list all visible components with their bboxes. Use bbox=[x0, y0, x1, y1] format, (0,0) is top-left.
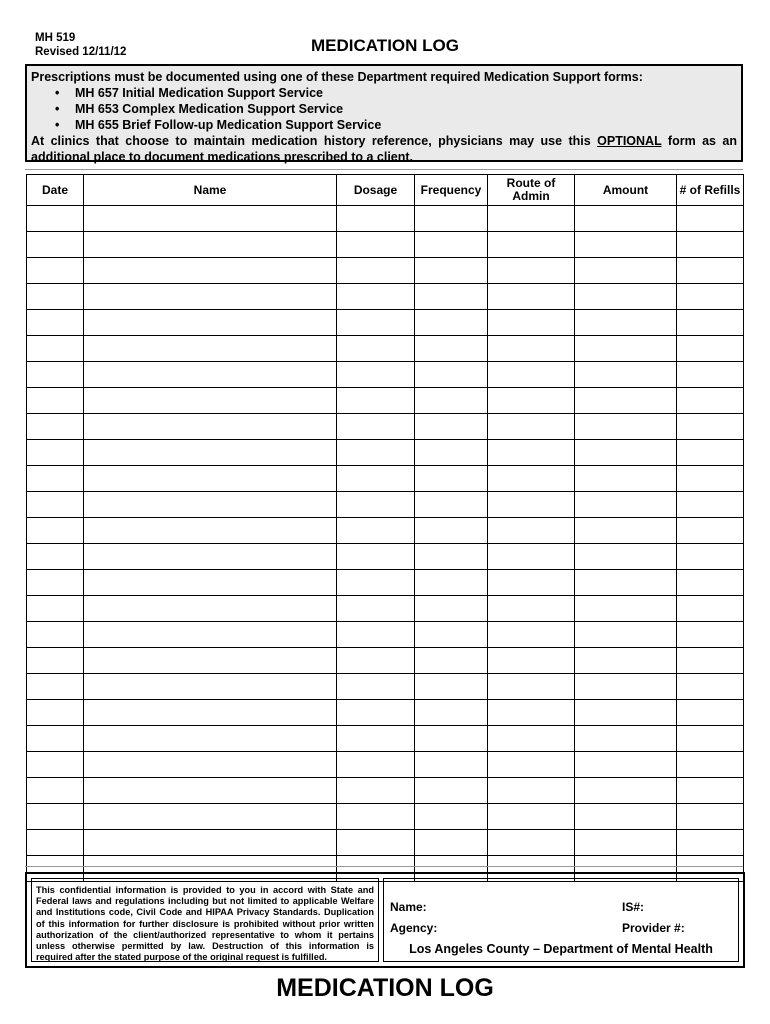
table-cell[interactable] bbox=[677, 284, 744, 310]
table-cell[interactable] bbox=[84, 700, 337, 726]
table-cell[interactable] bbox=[84, 596, 337, 622]
table-cell[interactable] bbox=[575, 674, 677, 700]
table-cell[interactable] bbox=[27, 648, 84, 674]
required-form-item: • MH 657 Initial Medication Support Service bbox=[55, 85, 737, 101]
table-row bbox=[27, 258, 744, 284]
table-cell[interactable] bbox=[677, 570, 744, 596]
table-cell[interactable] bbox=[415, 700, 488, 726]
column-header-route-of-admin: Route of Admin bbox=[488, 175, 575, 206]
table-cell[interactable] bbox=[677, 206, 744, 232]
table-cell[interactable] bbox=[677, 778, 744, 804]
table-row bbox=[27, 466, 744, 492]
table-cell[interactable] bbox=[488, 674, 575, 700]
table-cell[interactable] bbox=[677, 388, 744, 414]
table-cell[interactable] bbox=[488, 544, 575, 570]
table-cell[interactable] bbox=[27, 778, 84, 804]
table-cell[interactable] bbox=[488, 752, 575, 778]
column-header-frequency: Frequency bbox=[415, 175, 488, 206]
table-cell[interactable] bbox=[27, 258, 84, 284]
column-header-dosage: Dosage bbox=[337, 175, 415, 206]
table-cell[interactable] bbox=[27, 362, 84, 388]
table-cell[interactable] bbox=[415, 232, 488, 258]
table-cell[interactable] bbox=[415, 648, 488, 674]
table-row bbox=[27, 232, 744, 258]
table-row bbox=[27, 492, 744, 518]
table-cell[interactable] bbox=[27, 414, 84, 440]
table-cell[interactable] bbox=[27, 466, 84, 492]
table-cell[interactable] bbox=[337, 622, 415, 648]
table-cell[interactable] bbox=[415, 206, 488, 232]
is-number-label: IS#: bbox=[622, 900, 645, 914]
table-cell[interactable] bbox=[27, 726, 84, 752]
table-cell[interactable] bbox=[27, 622, 84, 648]
table-cell[interactable] bbox=[337, 778, 415, 804]
table-cell[interactable] bbox=[27, 284, 84, 310]
table-cell[interactable] bbox=[488, 310, 575, 336]
table-cell[interactable] bbox=[337, 310, 415, 336]
table-cell[interactable] bbox=[575, 336, 677, 362]
table-cell[interactable] bbox=[27, 804, 84, 830]
table-cell[interactable] bbox=[27, 674, 84, 700]
table-row bbox=[27, 804, 744, 830]
table-cell[interactable] bbox=[677, 466, 744, 492]
table-cell[interactable] bbox=[337, 830, 415, 856]
table-cell[interactable] bbox=[337, 726, 415, 752]
table-cell[interactable] bbox=[415, 674, 488, 700]
table-cell[interactable] bbox=[27, 570, 84, 596]
table-cell[interactable] bbox=[415, 388, 488, 414]
required-forms-list bbox=[31, 85, 737, 133]
table-cell[interactable] bbox=[488, 232, 575, 258]
table-cell[interactable] bbox=[488, 362, 575, 388]
table-cell[interactable] bbox=[415, 804, 488, 830]
table-cell[interactable] bbox=[575, 726, 677, 752]
table-cell[interactable] bbox=[488, 518, 575, 544]
footer-box bbox=[25, 872, 745, 968]
table-row bbox=[27, 752, 744, 778]
table-cell[interactable] bbox=[27, 700, 84, 726]
table-cell[interactable] bbox=[575, 440, 677, 466]
table-row bbox=[27, 310, 744, 336]
table-cell[interactable] bbox=[488, 414, 575, 440]
table-row bbox=[27, 830, 744, 856]
table-cell[interactable] bbox=[84, 336, 337, 362]
table-cell[interactable] bbox=[415, 362, 488, 388]
table-cell[interactable] bbox=[677, 232, 744, 258]
table-cell[interactable] bbox=[677, 258, 744, 284]
table-header-row bbox=[27, 175, 744, 206]
table-cell[interactable] bbox=[677, 674, 744, 700]
table-cell[interactable] bbox=[84, 440, 337, 466]
instructions-box bbox=[25, 64, 743, 162]
table-cell[interactable] bbox=[84, 648, 337, 674]
table-cell[interactable] bbox=[415, 622, 488, 648]
table-cell[interactable] bbox=[337, 804, 415, 830]
client-name-label: Name: bbox=[390, 900, 427, 914]
table-cell[interactable] bbox=[337, 466, 415, 492]
medication-log-table bbox=[26, 174, 744, 882]
table-cell[interactable] bbox=[337, 232, 415, 258]
column-header-amount: Amount bbox=[575, 175, 677, 206]
table-cell[interactable] bbox=[677, 726, 744, 752]
table-cell[interactable] bbox=[575, 258, 677, 284]
table-cell[interactable] bbox=[488, 440, 575, 466]
table-cell[interactable] bbox=[27, 440, 84, 466]
table-cell[interactable] bbox=[575, 544, 677, 570]
table-cell[interactable] bbox=[415, 492, 488, 518]
table-cell[interactable] bbox=[27, 752, 84, 778]
table-cell[interactable] bbox=[488, 570, 575, 596]
table-cell[interactable] bbox=[415, 726, 488, 752]
table-cell[interactable] bbox=[677, 362, 744, 388]
table-cell[interactable] bbox=[575, 388, 677, 414]
table-cell[interactable] bbox=[488, 726, 575, 752]
table-row bbox=[27, 648, 744, 674]
table-row bbox=[27, 778, 744, 804]
table-cell[interactable] bbox=[337, 752, 415, 778]
section-divider bbox=[25, 866, 743, 867]
optional-emphasis: OPTIONAL bbox=[597, 134, 662, 148]
table-cell[interactable] bbox=[84, 518, 337, 544]
table-cell[interactable] bbox=[575, 596, 677, 622]
table-cell[interactable] bbox=[415, 518, 488, 544]
table-cell[interactable] bbox=[488, 778, 575, 804]
table-row bbox=[27, 362, 744, 388]
table-cell[interactable] bbox=[677, 544, 744, 570]
table-cell[interactable] bbox=[575, 804, 677, 830]
table-cell[interactable] bbox=[575, 648, 677, 674]
table-cell[interactable] bbox=[337, 492, 415, 518]
table-cell[interactable] bbox=[415, 284, 488, 310]
client-info-box bbox=[383, 878, 739, 962]
table-cell[interactable] bbox=[575, 310, 677, 336]
table-cell[interactable] bbox=[27, 206, 84, 232]
revision-date: Revised 12/11/12 bbox=[35, 46, 127, 58]
table-cell[interactable] bbox=[84, 388, 337, 414]
table-cell[interactable] bbox=[415, 830, 488, 856]
table-cell[interactable] bbox=[488, 466, 575, 492]
table-cell[interactable] bbox=[84, 492, 337, 518]
table-row bbox=[27, 726, 744, 752]
table-cell[interactable] bbox=[415, 258, 488, 284]
table-cell[interactable] bbox=[84, 466, 337, 492]
table-cell[interactable] bbox=[677, 440, 744, 466]
table-cell[interactable] bbox=[488, 336, 575, 362]
provider-number-label: Provider #: bbox=[622, 921, 685, 935]
table-cell[interactable] bbox=[84, 310, 337, 336]
table-row bbox=[27, 596, 744, 622]
table-cell[interactable] bbox=[27, 596, 84, 622]
table-cell[interactable] bbox=[337, 518, 415, 544]
table-cell[interactable] bbox=[575, 700, 677, 726]
table-cell[interactable] bbox=[488, 492, 575, 518]
table-cell[interactable] bbox=[677, 648, 744, 674]
table-row bbox=[27, 284, 744, 310]
table-row bbox=[27, 388, 744, 414]
table-cell[interactable] bbox=[337, 648, 415, 674]
table-cell[interactable] bbox=[84, 674, 337, 700]
table-cell[interactable] bbox=[84, 804, 337, 830]
table-cell[interactable] bbox=[337, 206, 415, 232]
required-form-item: • MH 655 Brief Follow-up Medication Support Service bbox=[55, 117, 737, 133]
table-cell[interactable] bbox=[27, 232, 84, 258]
table-cell[interactable] bbox=[84, 752, 337, 778]
table-cell[interactable] bbox=[575, 570, 677, 596]
table-cell[interactable] bbox=[84, 362, 337, 388]
table-cell[interactable] bbox=[84, 622, 337, 648]
table-cell[interactable] bbox=[575, 492, 677, 518]
table-cell[interactable] bbox=[27, 336, 84, 362]
table-cell[interactable] bbox=[677, 804, 744, 830]
table-row bbox=[27, 622, 744, 648]
table-cell[interactable] bbox=[84, 232, 337, 258]
table-cell[interactable] bbox=[677, 414, 744, 440]
table-cell[interactable] bbox=[415, 596, 488, 622]
page-title: MEDICATION LOG bbox=[311, 36, 459, 55]
table-cell[interactable] bbox=[337, 544, 415, 570]
table-cell[interactable] bbox=[677, 830, 744, 856]
table-cell[interactable] bbox=[575, 284, 677, 310]
table-cell[interactable] bbox=[84, 830, 337, 856]
table-cell[interactable] bbox=[677, 622, 744, 648]
section-divider bbox=[25, 169, 743, 170]
table-cell[interactable] bbox=[575, 362, 677, 388]
table-cell[interactable] bbox=[677, 596, 744, 622]
table-cell[interactable] bbox=[677, 310, 744, 336]
table-cell[interactable] bbox=[575, 466, 677, 492]
table-cell[interactable] bbox=[337, 674, 415, 700]
table-cell[interactable] bbox=[415, 778, 488, 804]
table-cell[interactable] bbox=[84, 544, 337, 570]
table-cell[interactable] bbox=[677, 700, 744, 726]
table-row bbox=[27, 544, 744, 570]
table-cell[interactable] bbox=[415, 466, 488, 492]
table-cell[interactable] bbox=[337, 362, 415, 388]
table-cell[interactable] bbox=[488, 388, 575, 414]
table-cell[interactable] bbox=[27, 544, 84, 570]
table-cell[interactable] bbox=[337, 388, 415, 414]
table-cell[interactable] bbox=[27, 388, 84, 414]
table-cell[interactable] bbox=[488, 622, 575, 648]
table-cell[interactable] bbox=[337, 336, 415, 362]
table-cell[interactable] bbox=[488, 206, 575, 232]
optional-use-note: At clinics that choose to maintain medication history reference, physicians may use this OPTIONAL form as an additional place to document medications prescribed to a client. bbox=[31, 134, 738, 164]
table-cell[interactable] bbox=[84, 284, 337, 310]
table-cell[interactable] bbox=[415, 414, 488, 440]
column-header-refills: # of Refills bbox=[677, 175, 744, 206]
table-row bbox=[27, 570, 744, 596]
table-cell[interactable] bbox=[415, 310, 488, 336]
table-cell[interactable] bbox=[575, 830, 677, 856]
table-cell[interactable] bbox=[677, 518, 744, 544]
table-row bbox=[27, 440, 744, 466]
table-cell[interactable] bbox=[84, 570, 337, 596]
table-cell[interactable] bbox=[415, 570, 488, 596]
table-row bbox=[27, 206, 744, 232]
table-cell[interactable] bbox=[488, 258, 575, 284]
table-cell[interactable] bbox=[337, 596, 415, 622]
table-cell[interactable] bbox=[27, 830, 84, 856]
table-cell[interactable] bbox=[488, 648, 575, 674]
table-cell[interactable] bbox=[415, 336, 488, 362]
table-cell[interactable] bbox=[337, 440, 415, 466]
table-cell[interactable] bbox=[575, 752, 677, 778]
table-row bbox=[27, 336, 744, 362]
table-row bbox=[27, 700, 744, 726]
bottom-title: MEDICATION LOG bbox=[276, 974, 494, 1002]
table-cell[interactable] bbox=[337, 284, 415, 310]
required-form-item: • MH 653 Complex Medication Support Service bbox=[55, 101, 737, 117]
agency-label: Agency: bbox=[390, 921, 438, 935]
table-cell[interactable] bbox=[677, 336, 744, 362]
column-header-date: Date bbox=[27, 175, 84, 206]
table-cell[interactable] bbox=[27, 518, 84, 544]
table-cell[interactable] bbox=[575, 232, 677, 258]
table-cell[interactable] bbox=[575, 622, 677, 648]
table-cell[interactable] bbox=[575, 778, 677, 804]
form-number: MH 519 bbox=[35, 32, 76, 44]
table-cell[interactable] bbox=[677, 752, 744, 778]
table-row bbox=[27, 518, 744, 544]
table-cell[interactable] bbox=[488, 700, 575, 726]
table-cell[interactable] bbox=[84, 726, 337, 752]
table-cell[interactable] bbox=[84, 206, 337, 232]
table-cell[interactable] bbox=[27, 310, 84, 336]
table-cell[interactable] bbox=[84, 414, 337, 440]
table-cell[interactable] bbox=[575, 414, 677, 440]
table-cell[interactable] bbox=[84, 258, 337, 284]
column-header-name: Name bbox=[84, 175, 337, 206]
table-cell[interactable] bbox=[488, 284, 575, 310]
table-cell[interactable] bbox=[337, 570, 415, 596]
table-cell[interactable] bbox=[488, 596, 575, 622]
table-cell[interactable] bbox=[337, 414, 415, 440]
table-cell[interactable] bbox=[415, 752, 488, 778]
table-cell[interactable] bbox=[488, 830, 575, 856]
table-cell[interactable] bbox=[677, 492, 744, 518]
table-cell[interactable] bbox=[337, 700, 415, 726]
table-cell[interactable] bbox=[337, 258, 415, 284]
table-cell[interactable] bbox=[575, 518, 677, 544]
table-cell[interactable] bbox=[415, 440, 488, 466]
instructions-intro: Prescriptions must be documented using one of these Department required Medication Support forms: bbox=[31, 70, 643, 84]
department-name: Los Angeles County – Department of Mental Health bbox=[409, 942, 713, 956]
table-row bbox=[27, 674, 744, 700]
table-row bbox=[27, 414, 744, 440]
table-cell[interactable] bbox=[84, 778, 337, 804]
table-cell[interactable] bbox=[575, 206, 677, 232]
table-cell[interactable] bbox=[27, 492, 84, 518]
confidentiality-notice: This confidential information is provided to you in accord with State and Federal laws and regulations including but not limited to applicable Welfare and Institutions code, Civil Code and HIPAA Privacy Standards. Duplication of this information for further disclosure is prohibited without prior written authorization of the client/authorized representative to whom it pertains unless otherwise permitted by law. Destruction of this information is required after the stated purpose of the original request is fulfilled. bbox=[31, 878, 379, 962]
table-cell[interactable] bbox=[488, 804, 575, 830]
table-cell[interactable] bbox=[415, 544, 488, 570]
